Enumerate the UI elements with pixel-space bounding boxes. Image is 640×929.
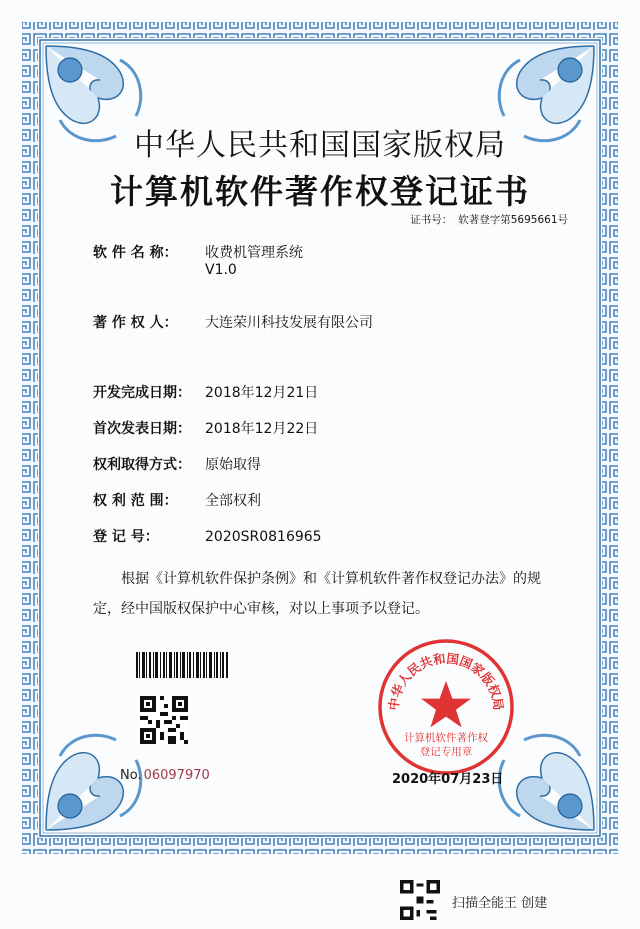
field-first-publish-date [93,418,318,438]
certificate-number-value: 软著登字第5695661号 [458,214,568,226]
field-value: 2018年12月22日 [205,421,319,437]
field-label: 登 记 号： [93,529,159,545]
seal-star-icon [421,681,471,727]
field-value: 2018年12月21日 [205,385,319,401]
issue-date: 2020年07月23日 [392,772,504,787]
serial-number-value: 06097970 [143,768,210,783]
issuer-title: 中华人民共和国国家版权局 [134,128,506,163]
field-value: 2020SR0816965 [205,529,322,545]
seal-inner-line-1: 计算机软件著作权 [404,732,488,744]
serial-number-label: No. [120,768,142,783]
official-seal [376,637,516,777]
field-rights-scope [93,490,261,510]
qr-code-image [140,696,188,744]
certificate-number [410,212,568,227]
field-label: 权利取得方式： [93,457,191,473]
certificate-title: 计算机软件著作权登记证书 [110,172,530,211]
barcode-image [136,652,228,678]
field-registration-number [93,526,322,546]
certificate-number-label: 证书号： [410,214,453,226]
field-value: 收费机管理系统 [205,245,303,261]
scanner-watermark-text: 扫描全能王 创建 [452,896,548,911]
scanner-qr-icon [400,880,440,920]
field-dev-complete-date [93,382,318,402]
serial-number [120,768,210,783]
field-value: 原始取得 [205,457,261,473]
field-value: 大连荣川科技发展有限公司 [205,315,373,331]
seal-inner-line-2: 登记专用章 [419,746,473,758]
field-label: 著 作 权 人： [93,315,178,331]
field-label: 软 件 名 称： [93,245,178,261]
field-software-version: V1.0 [205,262,237,278]
field-rights-acquisition [93,454,261,474]
seal-arc-text: 中华人民共和国国家版权局 [385,650,507,712]
field-value: 全部权利 [205,493,261,509]
field-label: 权 利 范 围： [93,493,178,509]
field-label: 开发完成日期： [93,385,191,401]
field-label: 首次发表日期： [93,421,191,437]
field-software-name [93,242,303,262]
body-paragraph: 根据《计算机软件保护条例》和《计算机软件著作权登记办法》的规定，经中国版权保护中心审核，对以上事项予以登记。 [93,571,541,617]
field-copyright-owner [93,312,373,332]
